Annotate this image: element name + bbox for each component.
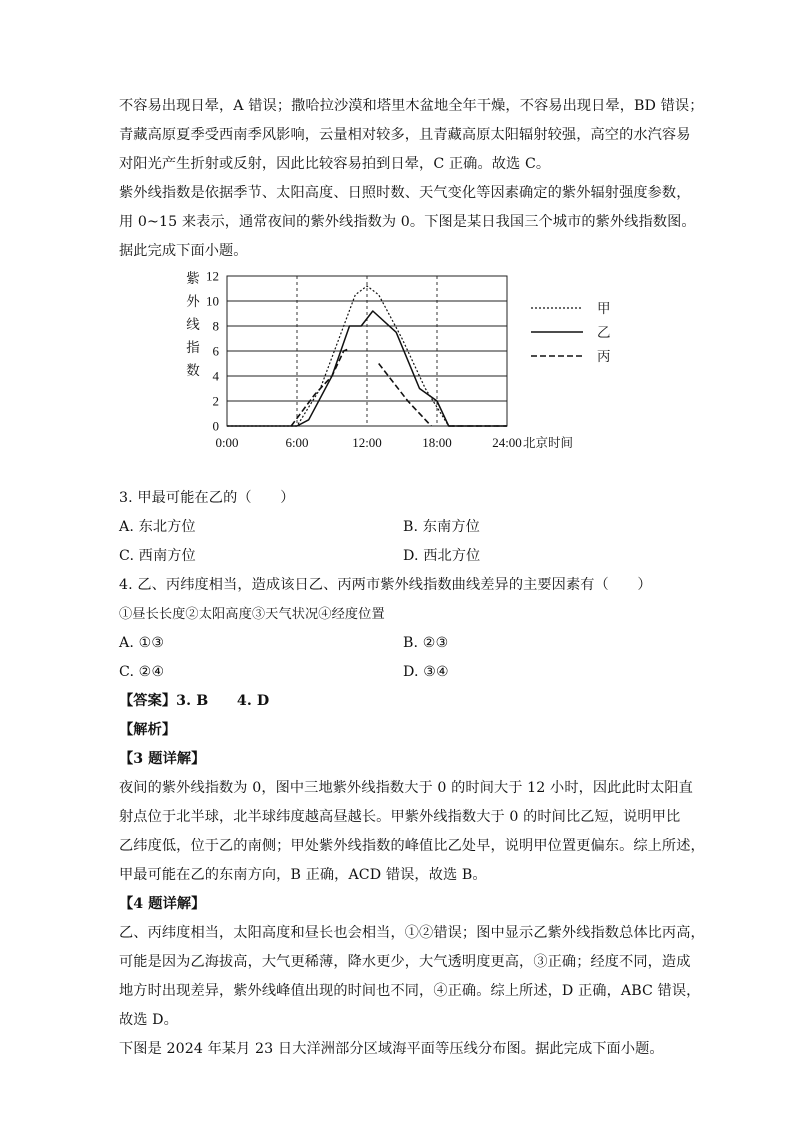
y-axis-label-char: 数 xyxy=(186,363,200,378)
uv-index-chart xyxy=(119,266,689,484)
text-line: 紫外线指数是依据季节、太阳高度、日照时数、天气变化等因素确定的紫外辐射强度参数， xyxy=(119,185,691,201)
q3-option-d: D. 西北方位 xyxy=(403,548,481,564)
x-tick-label: 24:00 xyxy=(492,435,522,450)
q4-option-a: A. ①③ xyxy=(119,635,165,651)
y-tick-label: 0 xyxy=(212,418,219,434)
x-axis-label: 北京时间 xyxy=(523,436,574,450)
y-tick-label: 2 xyxy=(212,393,219,409)
text-line: 据此完成下面小题。 xyxy=(119,243,248,259)
text-line: 乙、丙纬度相当，太阳高度和昼长也会相当，①②错误；图中显示乙紫外线指数总体比丙高， xyxy=(119,925,705,941)
document-page xyxy=(119,92,705,1064)
text-line: 乙纬度低，位于乙的南侧；甲处紫外线指数的峰值比乙处早，说明甲位置更偏东。综上所述， xyxy=(119,838,705,854)
y-axis-label-char: 指 xyxy=(186,340,200,355)
text-line: 用 0~15 来表示，通常夜间的紫外线指数为 0。下图是某日我国三个城市的紫外线指数图。 xyxy=(119,214,696,230)
q3-option-a: A. 东北方位 xyxy=(119,519,196,535)
q4-options-row-2 xyxy=(119,658,689,687)
text-line: 青藏高原夏季受西南季风影响，云量相对较多，且青藏高原太阳辐射较强，高空的水汽容易 xyxy=(119,127,691,143)
answer-line: 【答案】3. B 4. D xyxy=(119,693,270,709)
text-line: 对阳光产生折射或反射，因此比较容易拍到日晕，C 正确。故选 C。 xyxy=(119,156,551,172)
question-3: 3. 甲最可能在乙的（ ） xyxy=(119,490,295,506)
question-4: 4. 乙、丙纬度相当，造成该日乙、丙两市紫外线指数曲线差异的主要因素有（ ） xyxy=(119,577,652,593)
q3-option-c: C. 西南方位 xyxy=(119,548,196,564)
question-4-items: ①昼长长度②太阳高度③天气状况④经度位置 xyxy=(119,607,385,622)
text-line: 下图是 2024 年某月 23 日大洋洲部分区域海平面等压线分布图。据此完成下面小题。 xyxy=(119,1041,664,1057)
text-line: 可能是因为乙海拔高，大气更稀薄，降水更少，大气透明度更高，③正确；经度不同，造成 xyxy=(119,954,691,970)
y-tick-label: 6 xyxy=(212,343,219,359)
chart-svg xyxy=(179,266,619,484)
q4-option-d: D. ③④ xyxy=(403,664,449,680)
q3-options-row-2 xyxy=(119,542,689,571)
q4-detail-heading: 【4 题详解】 xyxy=(119,896,206,912)
legend-label: 丙 xyxy=(597,349,611,364)
x-tick-label: 0:00 xyxy=(215,435,239,450)
q3-option-b: B. 东南方位 xyxy=(403,519,480,535)
q4-option-b: B. ②③ xyxy=(403,635,449,651)
y-axis-label-char: 外 xyxy=(186,294,200,309)
text-line: 甲最可能在乙的东南方向，B 正确，ACD 错误，故选 B。 xyxy=(119,867,487,883)
q3-options-row-1 xyxy=(119,513,689,542)
text-line: 射点位于北半球，北半球纬度越高昼越长。甲紫外线指数大于 0 的时间比乙短，说明甲比 xyxy=(119,809,681,825)
y-tick-label: 10 xyxy=(206,293,219,309)
x-tick-label: 12:00 xyxy=(352,435,382,450)
y-axis-label-char: 紫 xyxy=(186,271,200,286)
y-tick-label: 4 xyxy=(212,368,219,384)
text-line: 夜间的紫外线指数为 0，图中三地紫外线指数大于 0 的时间大于 12 小时，因此此时太阳直 xyxy=(119,780,693,796)
series-line-dashed xyxy=(379,364,432,427)
q4-option-c: C. ②④ xyxy=(119,664,165,680)
q3-detail-heading: 【3 题详解】 xyxy=(119,751,206,767)
legend-label: 甲 xyxy=(597,301,611,316)
analysis-heading: 【解析】 xyxy=(119,722,177,738)
x-tick-label: 6:00 xyxy=(285,435,309,450)
q4-options-row-1 xyxy=(119,629,689,658)
y-tick-label: 12 xyxy=(206,268,219,284)
text-line: 地方时出现差异，紫外线峰值出现的时间也不同，④正确。综上所述，D 正确，ABC 错误， xyxy=(119,983,701,999)
series-line-dashed xyxy=(291,349,349,427)
legend-label: 乙 xyxy=(597,325,611,340)
y-axis-label-char: 线 xyxy=(186,317,200,332)
text-line: 不容易出现日晕，A 错误；撒哈拉沙漠和塔里木盆地全年干燥，不容易出现日晕，BD 错误； xyxy=(119,98,704,114)
x-tick-label: 18:00 xyxy=(422,435,452,450)
y-tick-label: 8 xyxy=(212,318,219,334)
text-line: 故选 D。 xyxy=(119,1012,178,1028)
